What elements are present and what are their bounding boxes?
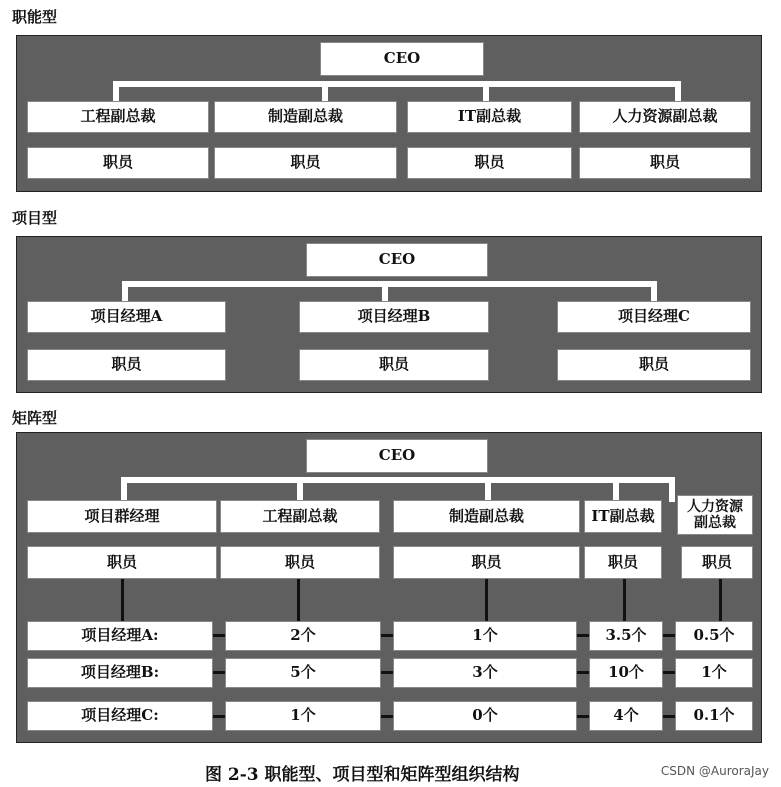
matrix-cell: 3.5个: [589, 621, 663, 651]
dept-box-hr: 人力资源 副总裁: [677, 495, 753, 535]
staff-box: 职员: [214, 147, 397, 179]
staff-box: 职员: [27, 147, 209, 179]
watermark: CSDN @AuroraJay: [660, 764, 769, 778]
connector-line: [122, 281, 657, 287]
matrix-cell: 0.5个: [675, 621, 753, 651]
dept-box-manufacturing: 制造副总裁: [214, 101, 397, 133]
ceo-box: CEO: [306, 243, 488, 277]
figure-caption: 图 2-3 职能型、项目型和矩阵型组织结构: [205, 765, 520, 785]
matrix-cell: 5个: [225, 658, 381, 688]
matrix-link-line: [577, 715, 589, 718]
dept-box-hr: 人力资源副总裁: [579, 101, 751, 133]
functional-chart: [16, 35, 762, 192]
matrix-cell: 4个: [589, 701, 663, 731]
staff-box: 职员: [299, 349, 489, 381]
matrix-link-line: [381, 671, 393, 674]
matrix-link-line: [663, 671, 675, 674]
functional-title: 职能型: [12, 8, 58, 26]
matrix-cell: 10个: [589, 658, 663, 688]
matrix-link-line: [213, 715, 225, 718]
matrix-cell: 0个: [393, 701, 577, 731]
matrix-title: 矩阵型: [12, 409, 58, 427]
project-manager-box-b: 项目经理B: [299, 301, 489, 333]
matrix-row-label: 项目经理B:: [27, 658, 213, 688]
connector-line: [669, 477, 675, 502]
dept-box-engineering: 工程副总裁: [220, 500, 380, 533]
connector-line: [613, 477, 619, 502]
matrix-link-line: [663, 715, 675, 718]
project-manager-box-a: 项目经理A: [27, 301, 226, 333]
staff-box: 职员: [220, 546, 380, 579]
connector-line: [121, 477, 675, 483]
matrix-link-line: [213, 671, 225, 674]
matrix-link-line: [213, 634, 225, 637]
connector-line: [113, 81, 681, 87]
project-manager-box-c: 项目经理C: [557, 301, 751, 333]
matrix-cell: 3个: [393, 658, 577, 688]
matrix-cell: 1个: [675, 658, 753, 688]
ceo-box: CEO: [320, 42, 484, 76]
staff-box: 职员: [579, 147, 751, 179]
dept-box-engineering: 工程副总裁: [27, 101, 209, 133]
dept-box-it: IT副总裁: [407, 101, 572, 133]
staff-box: 职员: [557, 349, 751, 381]
matrix-row-label: 项目经理A:: [27, 621, 213, 651]
project-chart: [16, 236, 762, 393]
matrix-link-line: [623, 579, 626, 621]
staff-box: 职员: [584, 546, 662, 579]
matrix-chart: [16, 432, 762, 743]
connector-line: [297, 477, 303, 502]
staff-box: 职员: [407, 147, 572, 179]
project-title: 项目型: [12, 209, 58, 227]
dept-box-manufacturing: 制造副总裁: [393, 500, 580, 533]
program-manager-box: 项目群经理: [27, 500, 217, 533]
staff-box: 职员: [27, 546, 217, 579]
matrix-link-line: [485, 579, 488, 621]
matrix-link-line: [297, 579, 300, 621]
staff-box: 职员: [393, 546, 580, 579]
matrix-link-line: [577, 634, 589, 637]
matrix-cell: 0.1个: [675, 701, 753, 731]
matrix-cell: 1个: [393, 621, 577, 651]
matrix-link-line: [577, 671, 589, 674]
matrix-link-line: [381, 715, 393, 718]
dept-box-it: IT副总裁: [584, 500, 662, 533]
matrix-link-line: [381, 634, 393, 637]
matrix-link-line: [719, 579, 722, 621]
ceo-box: CEO: [306, 439, 488, 473]
matrix-cell: 1个: [225, 701, 381, 731]
connector-line: [485, 477, 491, 502]
matrix-link-line: [663, 634, 675, 637]
matrix-row-label: 项目经理C:: [27, 701, 213, 731]
connector-line: [121, 477, 127, 502]
matrix-link-line: [121, 579, 124, 621]
staff-box: 职员: [27, 349, 226, 381]
matrix-cell: 2个: [225, 621, 381, 651]
staff-box: 职员: [681, 546, 753, 579]
